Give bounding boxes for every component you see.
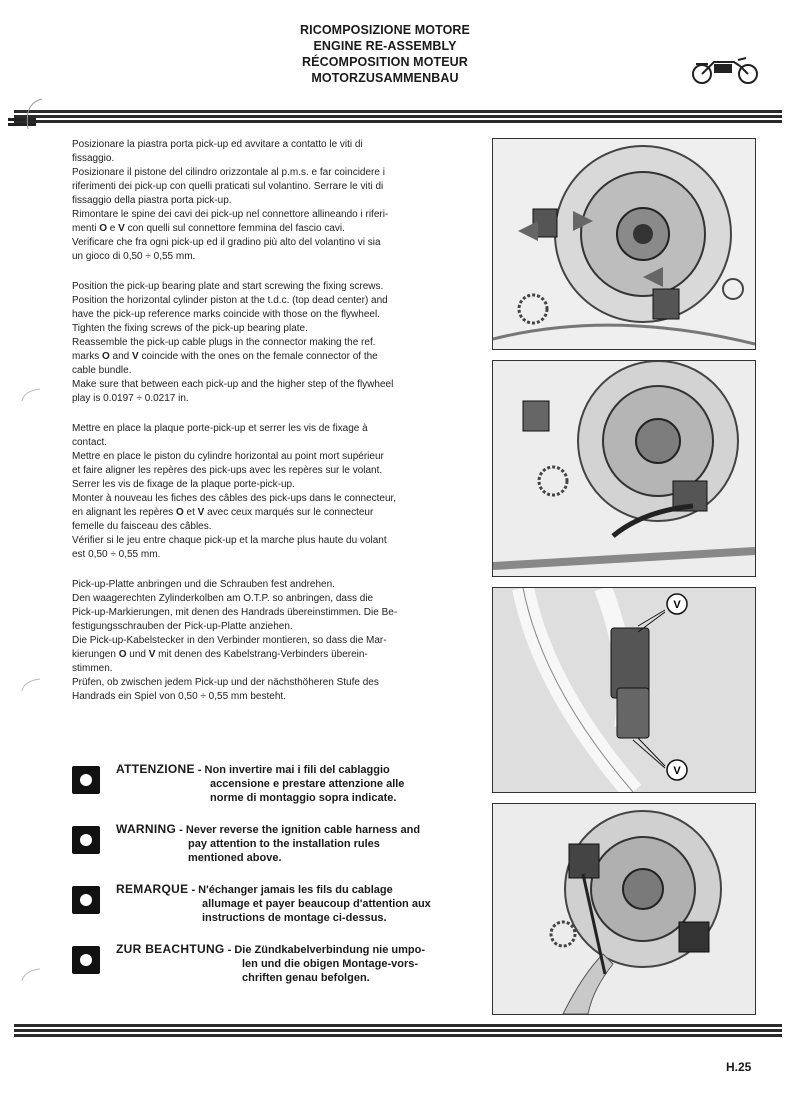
paragraph-italian: Posizionare la piastra porta pick-up ed avvitare a contatto le viti di fissaggio. Posizionare il pistone del cilindro orizzontale al p.m.s. e far coincidere i riferimenti dei pick-up con quelli praticati sul volantino. Serrare le viti di fissaggio della piastra porta pick-up. Rimontare le spine dei cavi dei pick-up nel connettore allineando i riferi- menti O e V con quelli sul connettore femmina del fascio cavi. Verificare che fra ogni pick-up ed il gradino più alto del volantino vi sia un gioco di 0,50 ÷ 0,55 mm. — [72, 139, 389, 262]
paragraph-french: Mettre en place la plaque porte-pick-up et serrer les vis de fixage à contact. Mettre en place le piston du cylindre horizontal au point mort supérieur et faire aligner les repères des pick-ups avec les repères sur le volant. Serrer les vis de fixage de la plaque porte-pick-up. Monter à nouveau les fiches des câbles des pick-ups dans le connecteur, en alignant les repères O et V avec ceux marqués sur le connecteur femelle du faisceau des câbles. Vérifier si le jeu entre chaque pick-up et la marche plus haute du volant est 0,50 ÷ 0,55 mm. — [72, 423, 397, 560]
warning-icon — [72, 826, 100, 854]
figure-connector — [492, 587, 756, 793]
binding-hole-icon — [18, 675, 42, 695]
warning-icon — [72, 886, 100, 914]
footer-divider — [14, 1024, 782, 1039]
motorcycle-icon — [688, 52, 762, 86]
v-marker-top-label: V — [673, 599, 681, 611]
v-marker-bottom-label: V — [673, 765, 681, 777]
paragraph-english: Position the pick-up bearing plate and start screwing the fixing screws. Position the horizontal cylinder piston at the t.d.c. (top dead center) and have the pick-up reference marks coincide with those on the flywheel. Tighten the fixing screws of the pick-up bearing plate. Reassemble the pick-up cable plugs in the connector making the ref. marks O and V coincide with the ones on the female connector of the cable bundle. Make sure that between each pick-up and the higher step of the flywheel play is 0.0197 ÷ 0.0217 in. — [72, 281, 394, 404]
binding-hole-icon — [18, 385, 42, 405]
figure-pickup-plate — [492, 138, 756, 350]
engine-flywheel-illustration — [493, 139, 755, 349]
title-de: MOTORZUSAMMENBAU — [311, 71, 459, 85]
warning-icon — [72, 946, 100, 974]
header-divider — [14, 110, 782, 125]
page-title — [250, 22, 520, 86]
paragraph-german: Pick-up-Platte anbringen und die Schrauben fest andrehen. Den waagerechten Zylinderkolben am O.T.P. so anbringen, dass die Pick-up-Markierungen, mit denen des Handrads übereinstimmen. Die Be- festigungsschrauben der Pick-up-Platte anziehen. Die Pick-up-Kabelstecker in den Verbinder montieren, so dass die Mar- kierungen O und V mit denen des Kabelstrang-Verbinders überein- stimmen. Prüfen, ob zwischen jedem Pick-up und der nächsthöheren Stufe des Handrads ein Spiel von 0,50 ÷ 0,55 mm besteht. — [72, 579, 398, 702]
engine-timing-illustration — [493, 361, 755, 576]
title-en: ENGINE RE-ASSEMBLY — [313, 39, 457, 53]
instructions-text — [72, 138, 472, 720]
notice-remarque: REMARQUE - N'échanger jamais les fils du cablage allumage et payer beaucoup d'attention aux instructions de montage ci-dessus. — [72, 882, 482, 942]
warning-notices — [72, 762, 482, 1002]
figure-flywheel-timing — [492, 360, 756, 577]
notice-attenzione: ATTENZIONE - Non invertire mai i fili del cablaggio accensione e prestare attenzione alle norme di montaggio sopra indicate. — [72, 762, 482, 822]
warning-icon — [72, 766, 100, 794]
figure-pickup-check — [492, 803, 756, 1015]
pickup-gap-illustration — [493, 804, 755, 1014]
connector-illustration — [493, 588, 755, 792]
notice-warning: WARNING - Never reverse the ignition cable harness and pay attention to the installation rules mentioned above. — [72, 822, 482, 882]
title-fr: RÉCOMPOSITION MOTEUR — [302, 55, 468, 69]
page-number: H.25 — [726, 1060, 752, 1074]
binding-hole-icon — [14, 95, 44, 135]
title-it: RICOMPOSIZIONE MOTORE — [300, 23, 470, 37]
notice-zur-beachtung: ZUR BEACHTUNG - Die Zündkabelverbindung nie umpo- len und die obigen Montage-vors- chriften genau befolgen. — [72, 942, 482, 1002]
binding-hole-icon — [18, 965, 42, 985]
